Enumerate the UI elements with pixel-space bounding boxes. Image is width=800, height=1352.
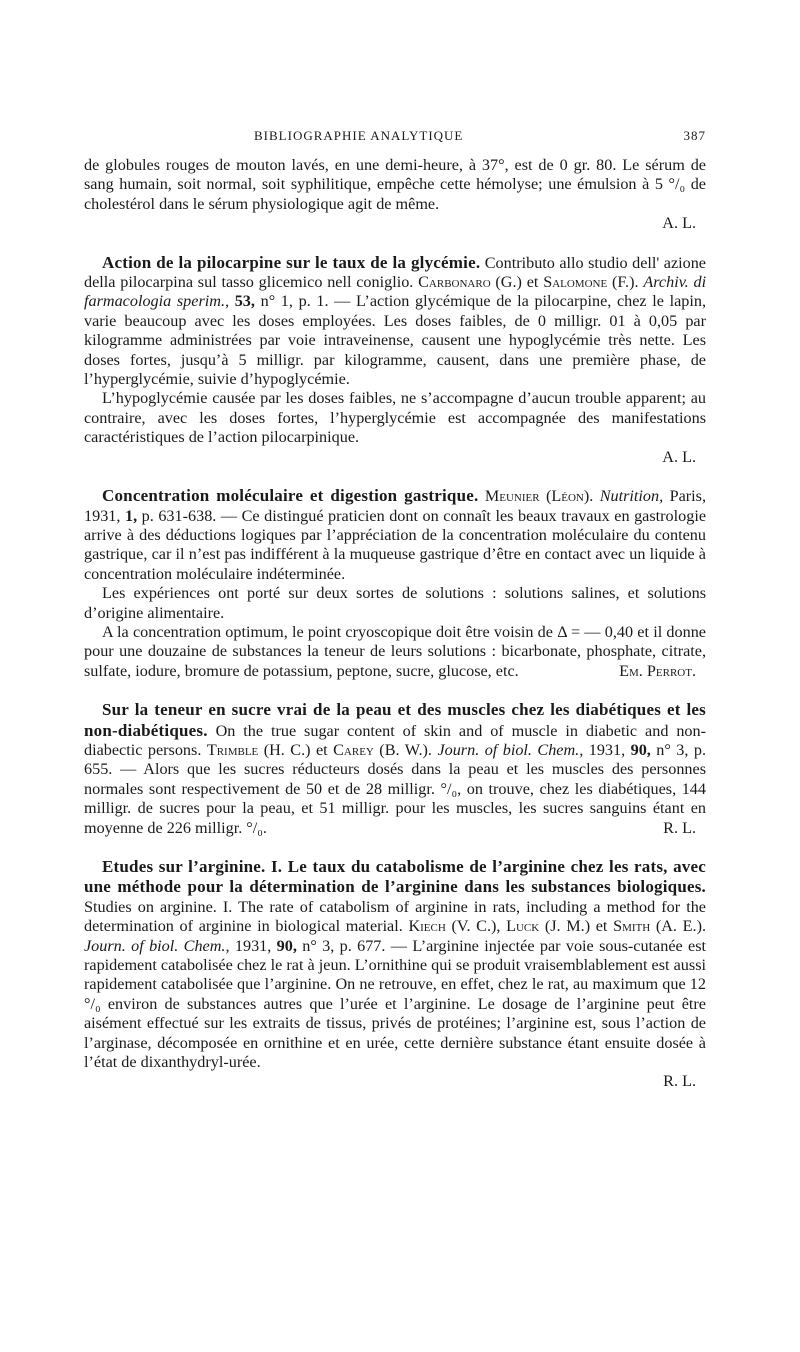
original-title: Contributo allo studio dell' azione della pilocarpina sul tasso glicemico nell coniglio. xyxy=(84,253,706,292)
signature: R. L. xyxy=(663,1072,696,1091)
conjunction: et xyxy=(595,917,608,936)
author: Kiech (V. C.), xyxy=(408,917,501,936)
citation-ref: n° 1, p. 1. — xyxy=(260,292,351,311)
entry-concentration xyxy=(84,486,706,681)
abstract-text: Alors que les sucres réducteurs dosés dans la peau et les muscles des personnes normales sont respectivement de 50 et de 28 milligr. °/₀, on trouve, chez les diabétiques, 144 milligr. de sucres pour la peau, et 51 milligr. pour les muscles, les sucres sanguins étant en moyenne de 226 milligr. °/₀. xyxy=(84,760,707,837)
author: Meunier (Léon). xyxy=(484,487,594,506)
signature: A. L. xyxy=(662,447,696,466)
continuation-paragraph xyxy=(84,156,706,234)
volume: 1, xyxy=(124,506,138,525)
abstract-text: L’action glycémique de la pilocarpine, chez le lapin, varie beaucoup avec les doses employées. Les doses faibles, de 0 milligr. 01 à 0,05 par kilogramme administrées par voie intraveinense, causent une hypoglycémie très nette. Les doses fortes, jusqu’à 5 milligr. par kilogramme, causent, dans une première phase, de l’hyperglycémie, suivie d’hypoglycémie. xyxy=(84,292,707,389)
journal-name: Archiv. di farmacologia sperim., xyxy=(84,273,707,311)
entry-pilocarpine xyxy=(84,253,706,467)
entry-heading xyxy=(84,253,706,390)
entry-title: Etudes sur l’arginine. I. Le taux du catabolisme de l’arginine chez les rats, avec une méthode pour la détermination de l’arginine dans les substances biologiques. xyxy=(84,857,706,897)
abstract-text: A la concentration optimum, le point cryoscopique doit être voisin de Δ = — 0,40 et il donne pour une douzaine de substances la teneur de leurs solutions : bicarbonate, phosphate, citrate, sulfate, iodure, bromure de potassium, peptone, sucre, glucose, etc. xyxy=(84,622,706,680)
conjunction: et xyxy=(315,740,328,759)
author: Smith (A. E.). xyxy=(613,917,707,936)
journal-name: Journ. of biol. Chem., xyxy=(84,936,230,955)
abstract-paragraph: Les expériences ont porté sur deux sortes de solutions : solutions salines, et solutions d’origine alimentaire. xyxy=(84,584,706,622)
abstract-paragraph xyxy=(84,623,706,681)
citation-ref: n° 3, p. 655. — xyxy=(84,740,707,779)
volume: 90, xyxy=(276,936,297,955)
journal-name: Journ. of biol. Chem., xyxy=(437,740,584,759)
original-title: Studies on arginine. I. The rate of catabolism of arginine in rats, including a method for the determination of arginine in biological material. xyxy=(84,897,706,936)
volume: 90, xyxy=(630,740,651,759)
author: Carey (B. W.). xyxy=(333,740,432,759)
author: Salomone (F.). xyxy=(543,273,639,292)
journal-name: Nutrition, xyxy=(599,487,664,506)
continuation-text: de globules rouges de mouton lavés, en une demi-heure, à 37°, est de 0 gr. 80. Le sérum de sang humain, soit normal, soit syphilitique, empêche cette hémolyse; une émulsion à 5 °/₀ de cholestérol dans le sérum physiologique agit de même. xyxy=(84,156,706,213)
entry-sucre xyxy=(84,700,706,838)
running-header xyxy=(84,128,706,148)
header-title: BIBLIOGRAPHIE ANALYTIQUE xyxy=(254,128,464,143)
entry-arginine xyxy=(84,857,706,1092)
original-title: On the true sugar content of skin and of muscle in diabetic and non-diabectic persons. xyxy=(84,721,706,759)
citation-ref: Paris, 1931, xyxy=(84,487,706,525)
entry-heading xyxy=(84,700,706,838)
abstract-paragraph: L’hypoglycémie causée par les doses faibles, ne s’accompagne d’aucun trouble apparent; au contraire, avec les doses fortes, l’hyperglycémie est accompagnée des manifestations caractéristiques de l’action pilocarpinique. xyxy=(84,389,706,447)
citation-ref: p. 631-638. — xyxy=(141,506,238,525)
volume: 53, xyxy=(234,292,255,311)
signature: R. L. xyxy=(663,818,696,837)
page-body xyxy=(84,156,706,1092)
entry-title: Concentration moléculaire et digestion gastrique. xyxy=(102,486,479,506)
abstract-text: Ce distingué praticien dont on connaît les beaux travaux en gastrologie arrive à des déductions logiques par l’appréciation de la concentration moléculaire du contenu gastrique, car il n’est pas indifférent à la muqueuse gastrique d’être en contact avec un liquide à concentration moléculaire indéterminée. xyxy=(84,506,707,583)
entry-title: Sur la teneur en sucre vrai de la peau et des muscles chez les diabétiques et les non-diabétiques. xyxy=(84,700,706,740)
signature: Em. Perrot. xyxy=(619,661,696,680)
conjunction: et xyxy=(526,273,539,292)
page-number: 387 xyxy=(683,128,706,143)
citation-ref: 1931, xyxy=(588,740,626,759)
signature: A. L. xyxy=(662,214,696,233)
author: Trimble (H. C.) xyxy=(206,740,311,759)
entry-title: Action de la pilocarpine sur le taux de la glycémie. xyxy=(102,252,481,272)
citation-ref: 1931, xyxy=(234,936,272,955)
abstract-text: L’arginine injectée par voie sous-cutanée est rapidement catabolisée chez le rat à jeun. L’ornithine qui se produit vraisemblablement est aussi rapidement catabolisée que l’arginine. On ne retrouve, en effet, chez le rat, au maximum que 12 °/₀ environ de substances autres que l’urée et l’arginine. Le dosage de l’arginine peut être aisément effectué sur les extraits de tissus, privés de protéines; l’arginine est, sous l’action de l’arginase, décomposée en ornithine et en urée, cette dernière substance étant ensuite dosée à l’état de dixanthydryl-urée. xyxy=(84,936,707,1072)
citation-ref: n° 3, p. 677. — xyxy=(302,936,407,955)
entry-heading xyxy=(84,486,706,584)
author: Luck (J. M.) xyxy=(506,917,591,936)
entry-heading xyxy=(84,857,706,1072)
author: Carbonaro (G.) xyxy=(418,273,522,292)
